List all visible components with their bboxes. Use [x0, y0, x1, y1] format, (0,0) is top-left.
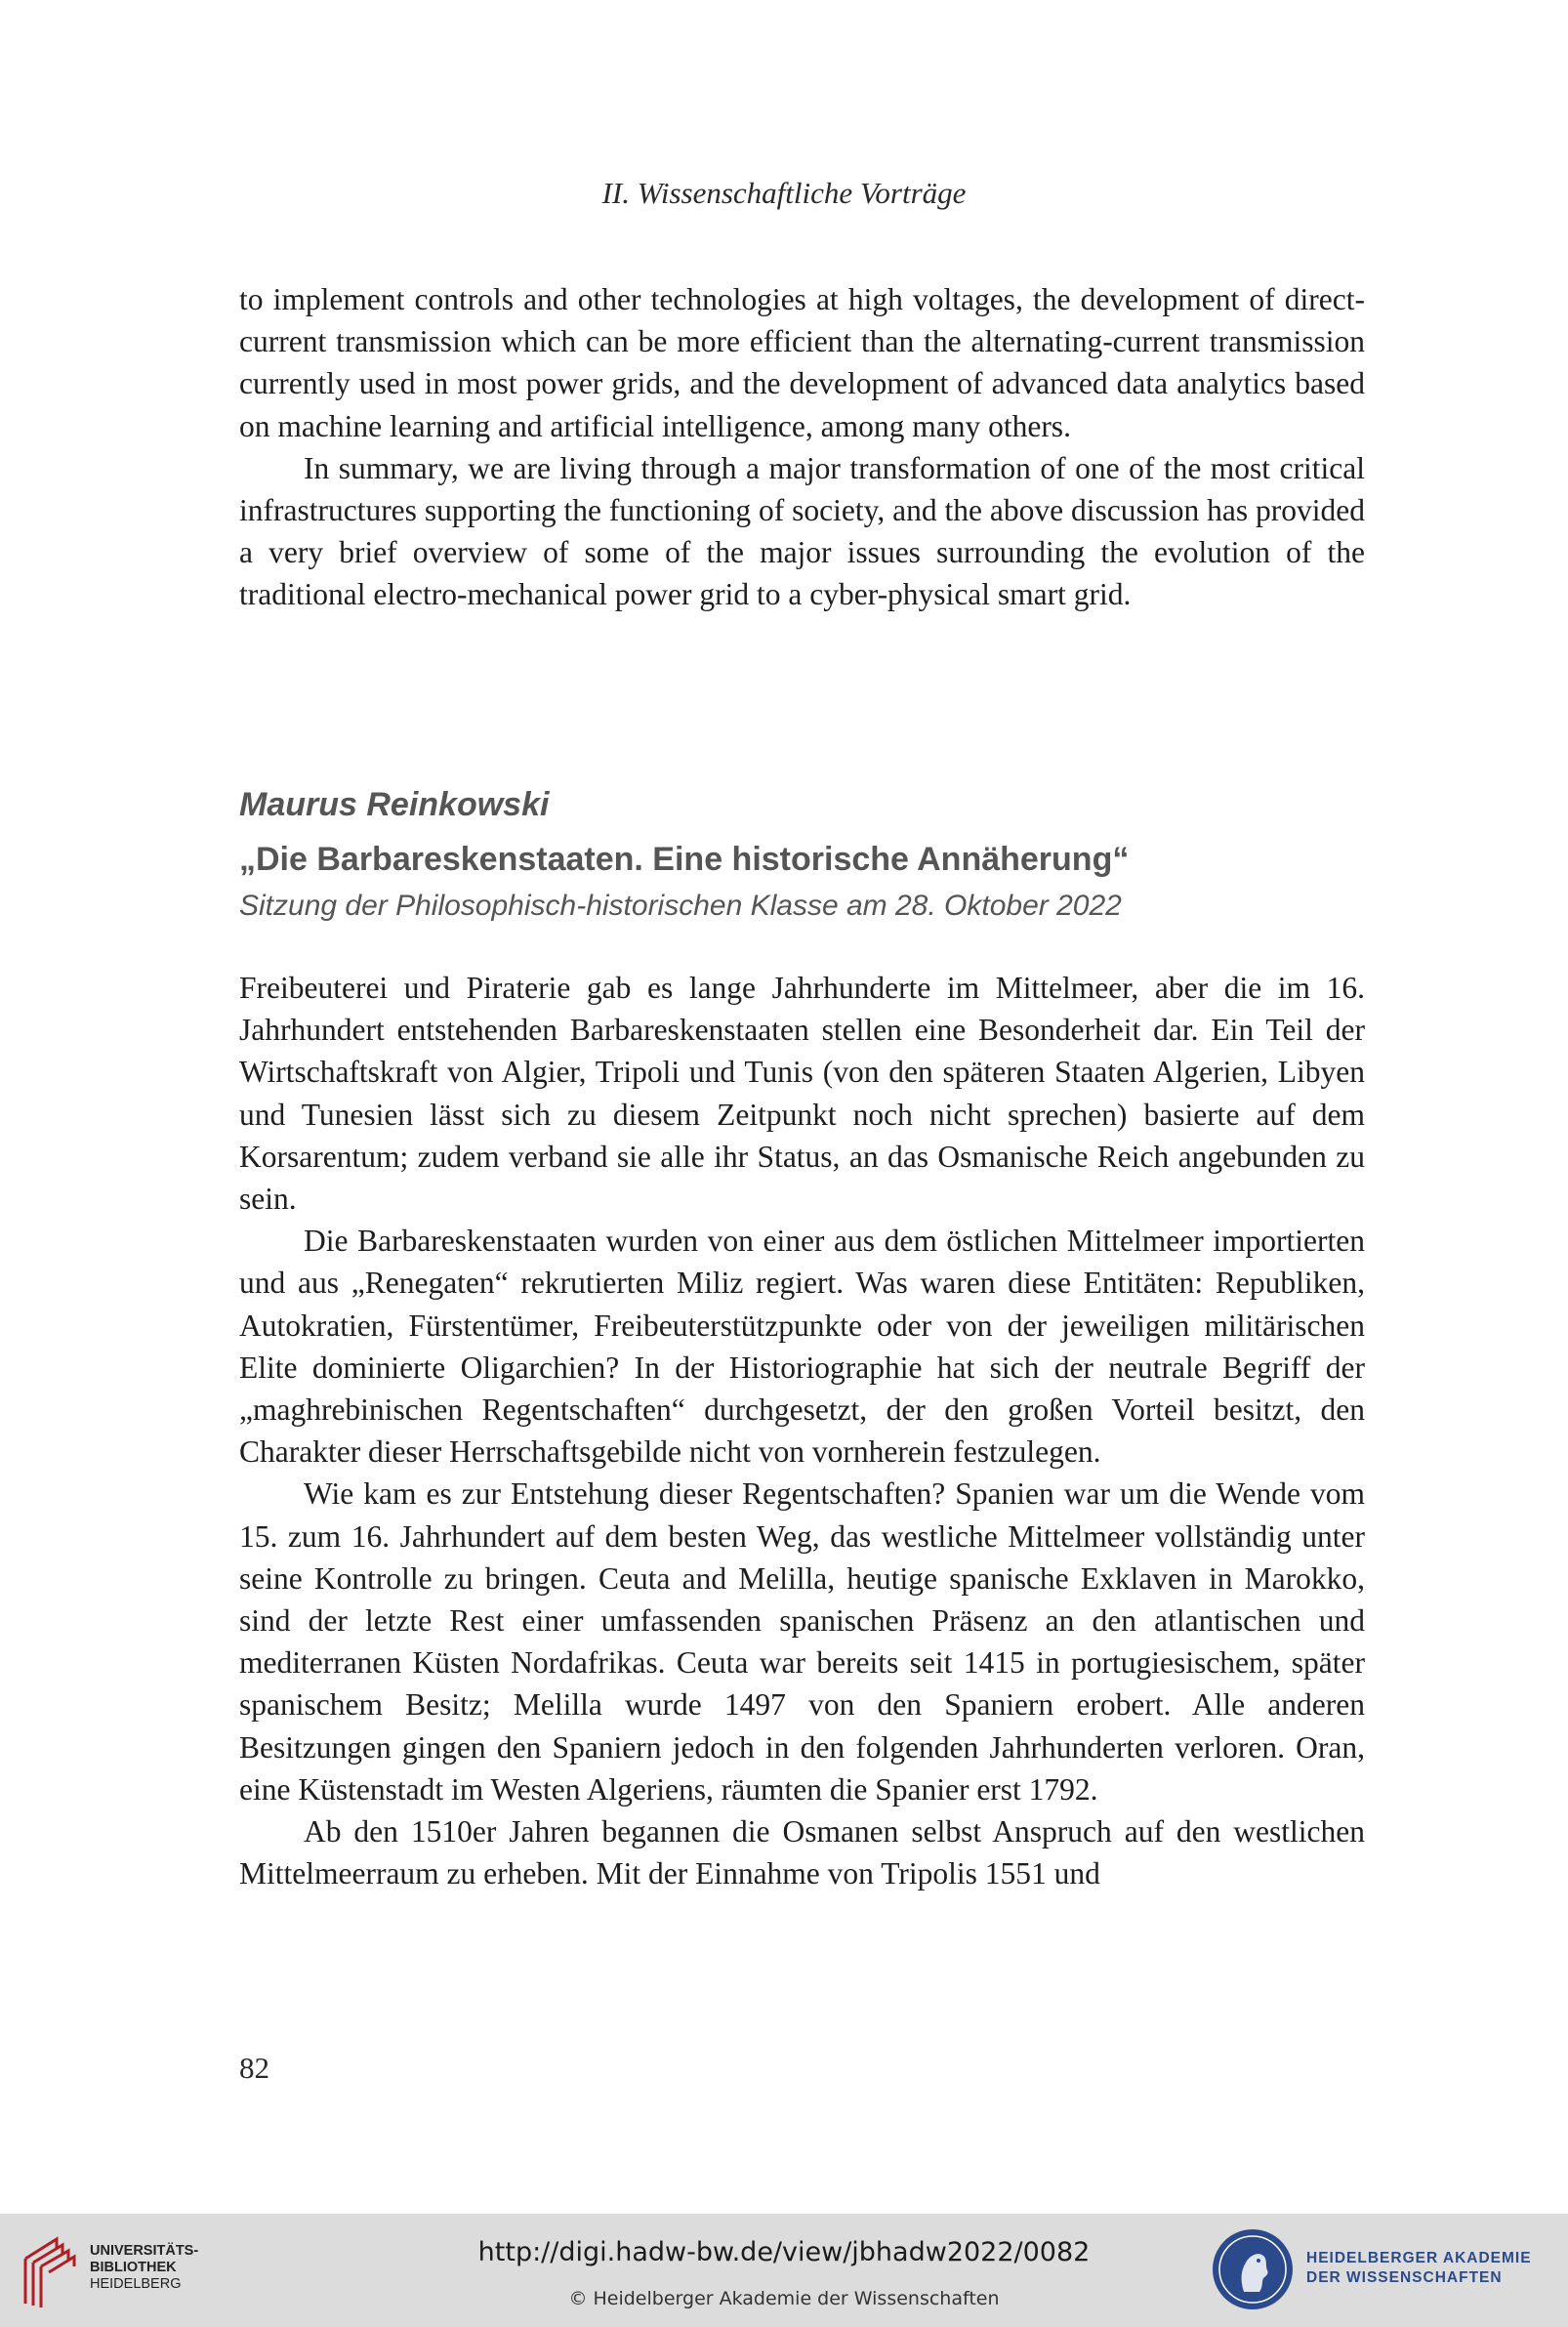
document-url-link[interactable]: http://digi.hadw-bw.de/view/jbhadw2022/0082	[477, 2237, 1091, 2267]
article-header	[239, 781, 1372, 928]
text-block-top	[239, 278, 1365, 616]
paragraph: Ab den 1510er Jahren begannen die Osmanen selbst Anspruch auf den westlichen Mittelmeerraum zu erheben. Mit der Einnahme von Tripolis 1551 und	[239, 1814, 1365, 1891]
article-title: „Die Barbareskenstaaten. Eine historische Annäherung“	[239, 841, 1130, 878]
academy-line: DER WISSENSCHAFTEN	[1306, 2269, 1503, 2286]
paragraph: Wie kam es zur Entstehung dieser Regentschaften? Spanien war um die Wende vom 15. zum 16. Jahrhundert auf dem besten Weg, das westliche Mittelmeer vollständig unter seine Kontrolle zu bringen. Ceuta and Melilla, heutige spanische Exklaven in Marokko, sind der letzte Rest einer umfassenden spanischen Präsenz an den atlantischen und mediterranen Küsten Nordafrikas. Ceuta war bereits seit 1415 in portugiesischem, später spanischem Besitz; Melilla wurde 1497 von den Spaniern erobert. Alle anderen Besitzungen gingen den Spaniern jedoch in den folgenden Jahrhunderten verloren. Oran, eine Küstenstadt im Westen Algeriens, räumten die Spanier erst 1792.	[239, 1476, 1365, 1807]
paragraph: Freibeuterei und Piraterie gab es lange Jahrhunderte im Mittelmeer, aber die im 16. Jahrhundert entstehenden Barbareskenstaaten stellen eine Besonderheit dar. Ein Teil der Wirtschaftskraft von Algier, Tripoli und Tunis (von den späteren Staaten Algerien, Libyen und Tunesien lässt sich zu diesem Zeitpunkt noch nicht sprechen) basierte auf dem Korsarentum; zudem verband sie alle ihr Status, an das Osmanische Reich angebunden zu sein.	[239, 971, 1365, 1217]
academy-line: HEIDELBERGER AKADEMIE	[1306, 2250, 1532, 2266]
text-block-article	[239, 967, 1365, 1894]
page-number: 82	[239, 2051, 269, 2085]
paragraph: In summary, we are living through a major transformation of one of the most critical infrastructures supporting the functioning of society, and the above discussion has provided a very brief overview of some of the major issues surrounding the evolution of the traditional electro-mechanical power grid to a cyber-physical smart grid.	[239, 450, 1365, 612]
article-author: Maurus Reinkowski	[239, 786, 550, 823]
library-line: HEIDELBERG	[90, 2276, 182, 2292]
running-head: II. Wissenschaftliche Vorträge	[601, 176, 967, 210]
paragraph: Die Barbareskenstaaten wurden von einer aus dem östlichen Mittelmeer importierten und aus „Renegaten“ rekrutierten Miliz regiert. Was waren diese Entitäten: Republiken, Autokratien, Fürstentümer, Freibeuterstützpunkte oder von der jeweiligen militärischen Elite dominierte Oligarchien? In der Historiographie hat sich der neutrale Begriff der „maghrebinischen Regentschaften“ durchgesetzt, der den großen Vorteil besitzt, den Charakter dieser Herrschaftsgebilde nicht von vornherein festzulegen.	[239, 1224, 1365, 1470]
library-line: UNIVERSITÄTS-	[90, 2243, 199, 2259]
library-line: BIBLIOTHEK	[90, 2260, 177, 2275]
footer-bar	[0, 2214, 1568, 2327]
paragraph: to implement controls and other technologies at high voltages, the development of direct-current transmission which can be more efficient than the alternating-current transmission currently used in most power grids, and the development of advanced data analytics based on machine learning and artificial intelligence, among many others.	[239, 282, 1365, 443]
article-session: Sitzung der Philosophisch-historischen Klasse am 28. Oktober 2022	[239, 890, 1122, 922]
academy-name	[1306, 2249, 1532, 2288]
copyright-notice: © Heidelberger Akademie der Wissenschaften	[568, 2288, 1000, 2309]
academy-seal-icon	[1211, 2227, 1295, 2311]
